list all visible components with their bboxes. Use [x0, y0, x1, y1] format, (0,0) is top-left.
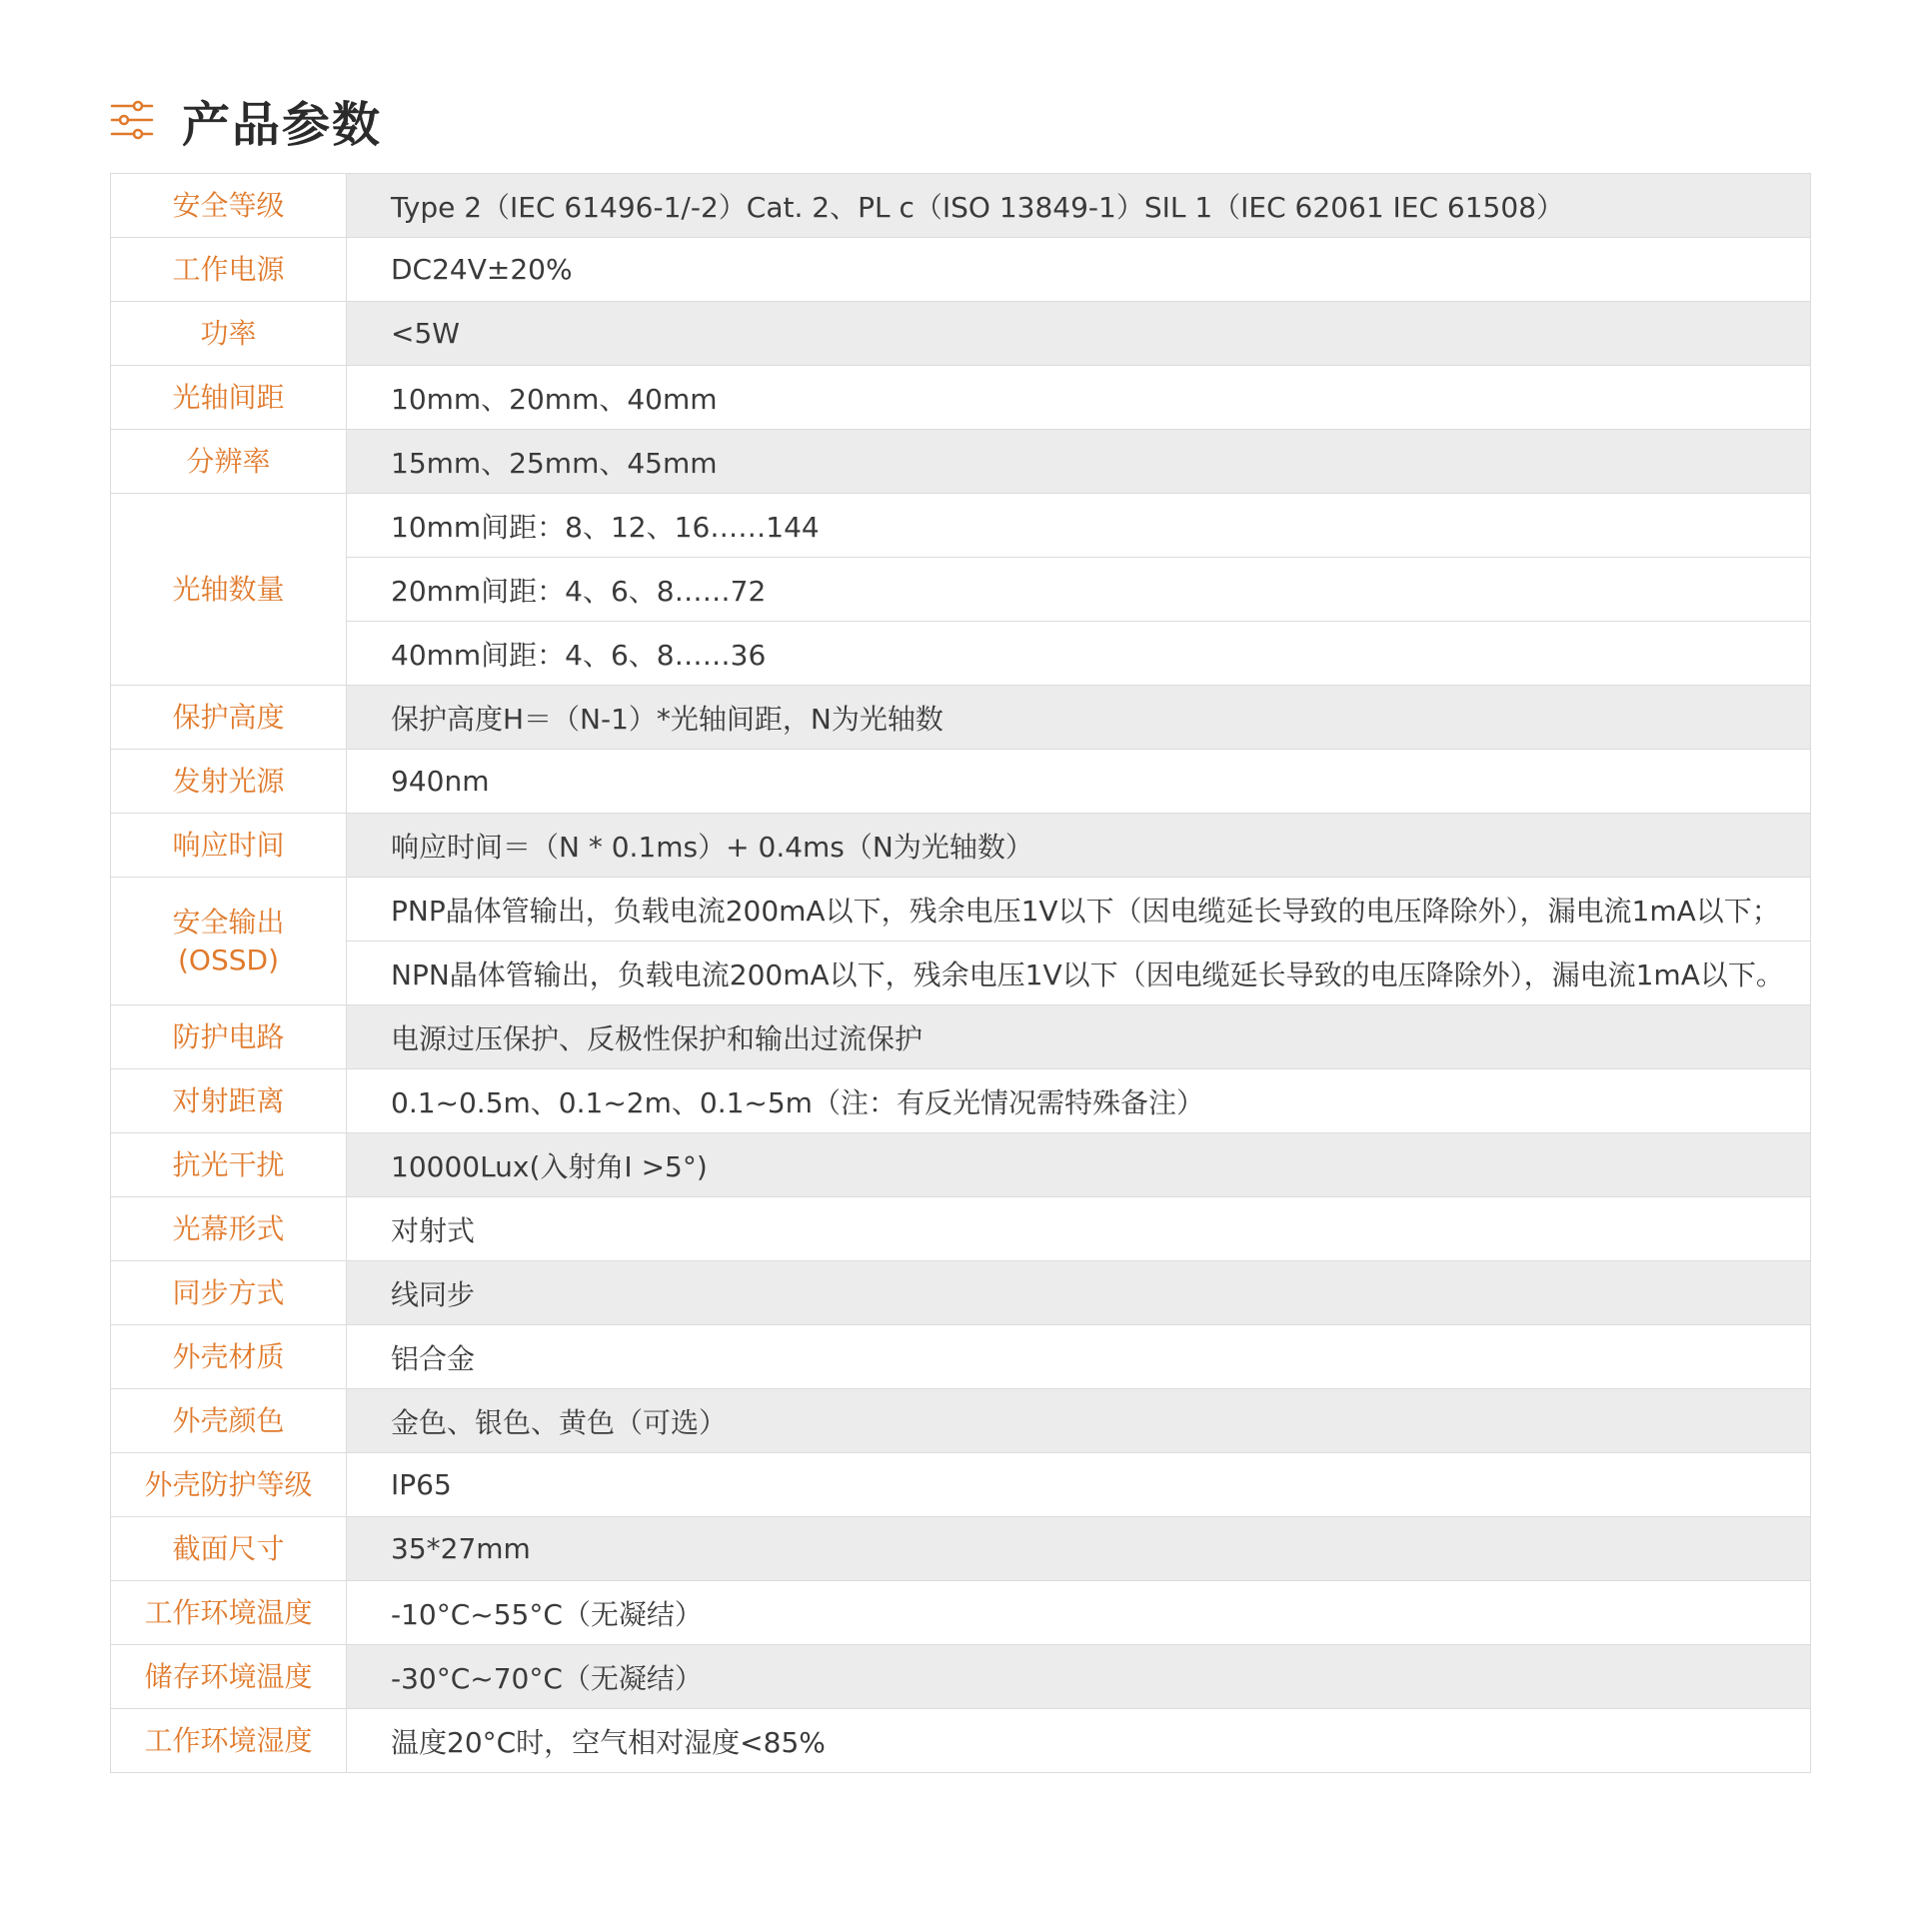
table-row	[111, 174, 1811, 238]
table-row	[111, 1005, 1811, 1069]
row-label: 安全输出 (OSSD)	[111, 878, 347, 1005]
page-title: 产品参数	[182, 96, 383, 153]
table-row	[111, 622, 1811, 686]
row-label: 光轴间距	[111, 366, 347, 430]
table-row	[111, 1517, 1811, 1581]
settings-sliders-icon	[110, 98, 154, 142]
table-row	[111, 1197, 1811, 1261]
table-row	[111, 1133, 1811, 1197]
row-value: <5W	[347, 302, 1811, 366]
row-value: PNP晶体管输出，负载电流200mA以下，残余电压1V以下（因电缆延长导致的电压降除外），漏电流1mA以下；	[347, 878, 1811, 942]
section-header	[110, 85, 382, 155]
row-label: 工作电源	[111, 238, 347, 302]
row-label: 光幕形式	[111, 1197, 347, 1261]
row-value: -10°C~55°C（无凝结）	[347, 1581, 1811, 1645]
row-label: 响应时间	[111, 814, 347, 878]
table-row	[111, 814, 1811, 878]
row-label: 保护高度	[111, 686, 347, 750]
row-value: 对射式	[347, 1197, 1811, 1261]
row-value: DC24V±20%	[347, 238, 1811, 302]
row-value: 铝合金	[347, 1325, 1811, 1389]
table-row	[111, 942, 1811, 1005]
table-row	[111, 558, 1811, 622]
row-value: NPN晶体管输出，负载电流200mA以下，残余电压1V以下（因电缆延长导致的电压降除外），漏电流1mA以下。	[347, 942, 1811, 1005]
row-label: 防护电路	[111, 1005, 347, 1069]
row-label: 外壳颜色	[111, 1389, 347, 1453]
row-value: 10mm间距：8、12、16……144	[347, 494, 1811, 558]
row-value: 10mm、20mm、40mm	[347, 366, 1811, 430]
row-value: 940nm	[347, 750, 1811, 814]
row-label: 工作环境温度	[111, 1581, 347, 1645]
row-label: 分辨率	[111, 430, 347, 494]
table-row	[111, 366, 1811, 430]
row-value: 20mm间距：4、6、8……72	[347, 558, 1811, 622]
row-label: 储存环境温度	[111, 1645, 347, 1709]
table-row	[111, 1581, 1811, 1645]
row-value: 电源过压保护、反极性保护和输出过流保护	[347, 1005, 1811, 1069]
row-value: -30°C~70°C（无凝结）	[347, 1645, 1811, 1709]
row-value: 金色、银色、黄色（可选）	[347, 1389, 1811, 1453]
table-row	[111, 750, 1811, 814]
row-label: 同步方式	[111, 1261, 347, 1325]
row-label: 抗光干扰	[111, 1133, 347, 1197]
table-row	[111, 494, 1811, 558]
row-value: 10000Lux(入射角I >5°)	[347, 1133, 1811, 1197]
row-value: 0.1~0.5m、0.1~2m、0.1~5m（注：有反光情况需特殊备注）	[347, 1069, 1811, 1133]
row-value: 温度20°C时，空气相对湿度<85%	[347, 1709, 1811, 1773]
table-row	[111, 1389, 1811, 1453]
row-label: 外壳防护等级	[111, 1453, 347, 1517]
table-row	[111, 430, 1811, 494]
row-label: 工作环境湿度	[111, 1709, 347, 1773]
row-label: 功率	[111, 302, 347, 366]
row-label: 截面尺寸	[111, 1517, 347, 1581]
row-label: 光轴数量	[111, 494, 347, 686]
row-value: 保护高度H＝（N-1）*光轴间距，N为光轴数	[347, 686, 1811, 750]
row-label: 对射距离	[111, 1069, 347, 1133]
row-value: 响应时间＝（N * 0.1ms）+ 0.4ms（N为光轴数）	[347, 814, 1811, 878]
table-row	[111, 1261, 1811, 1325]
table-row	[111, 878, 1811, 942]
spec-table	[110, 173, 1811, 1773]
row-value: 40mm间距：4、6、8……36	[347, 622, 1811, 686]
table-row	[111, 1645, 1811, 1709]
row-label: 外壳材质	[111, 1325, 347, 1389]
row-value: Type 2（IEC 61496-1/-2）Cat. 2、PL c（ISO 13849-1）SIL 1（IEC 62061 IEC 61508）	[347, 174, 1811, 238]
row-value: 线同步	[347, 1261, 1811, 1325]
table-row	[111, 686, 1811, 750]
table-row	[111, 302, 1811, 366]
table-row	[111, 1069, 1811, 1133]
table-row	[111, 238, 1811, 302]
table-row	[111, 1325, 1811, 1389]
row-value: IP65	[347, 1453, 1811, 1517]
table-row	[111, 1453, 1811, 1517]
row-value: 35*27mm	[347, 1517, 1811, 1581]
table-row	[111, 1709, 1811, 1773]
row-value: 15mm、25mm、45mm	[347, 430, 1811, 494]
row-label: 安全等级	[111, 174, 347, 238]
row-label: 发射光源	[111, 750, 347, 814]
